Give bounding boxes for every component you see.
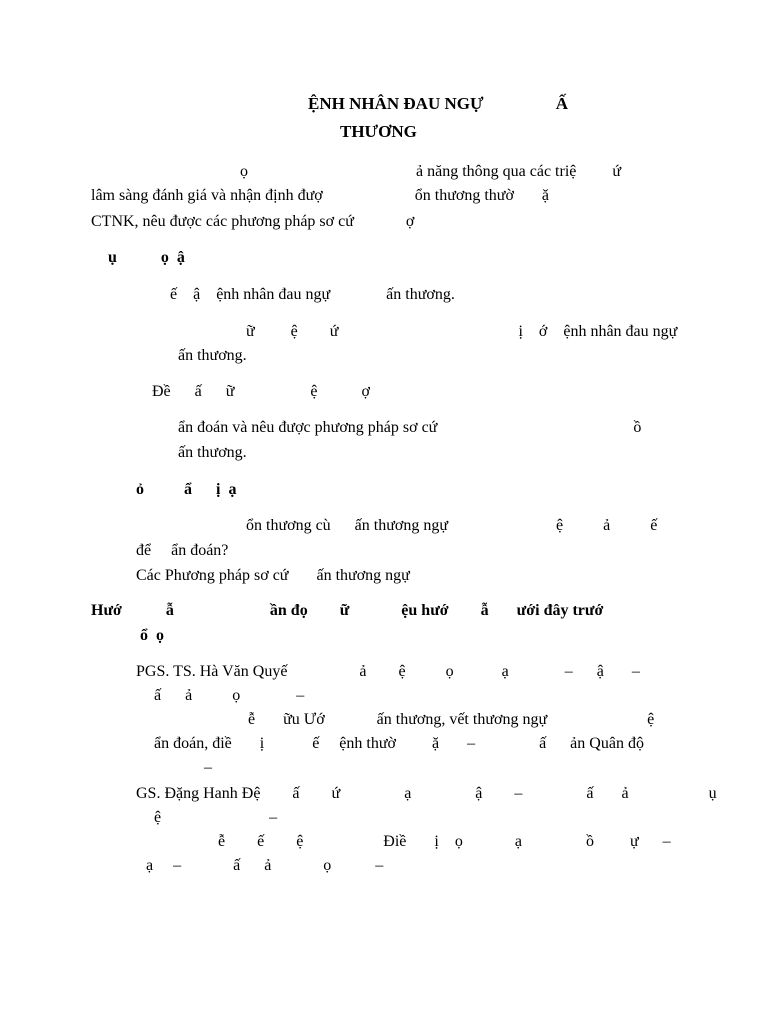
intro-line-3: CTNK, nêu được các phương pháp sơ cứ ợ: [91, 213, 415, 230]
question-1-line-1: ổn thương cù ấn thương ngự ệ ả ế: [246, 517, 658, 534]
objective-item-1: ế ậ ệnh nhân đau ngự ấn thương.: [170, 286, 455, 303]
reference-2-line-2: ệ –: [154, 809, 278, 826]
document-title-line-1: ỆNH NHÂN ĐAU NGỰ Ấ: [308, 94, 569, 113]
objective-item-4-line-1: ẩn đoán và nêu được phương pháp sơ cứ ồ: [178, 419, 642, 436]
reading-guide-heading-line-2: ổ ọ: [140, 627, 164, 644]
questions-heading: ỏ ẩ ị ạ: [136, 481, 237, 498]
reference-1-line-1: PGS. TS. Hà Văn Quyế ả ệ ọ ạ – ậ –: [136, 663, 640, 680]
objective-item-4-line-2: ấn thương.: [178, 444, 247, 461]
document-title-line-2: THƯƠNG: [340, 122, 417, 141]
reference-1-line-2: ấ ả ọ –: [154, 687, 305, 704]
reference-1-line-5: –: [204, 759, 212, 776]
reference-1-line-4: ẩn đoán, điề ị ế ệnh thườ ặ – ấ ản Quân độ: [154, 735, 644, 752]
reference-2-line-3: ễ ế ệ Điề ị ọ ạ ồ ự –: [218, 833, 671, 850]
reference-2-line-1: GS. Đặng Hanh Đệ ấ ứ ạ ậ – ấ ả ụ: [136, 785, 717, 802]
question-2: Các Phương pháp sơ cứ ấn thương ngự: [136, 567, 410, 584]
question-1-line-2: để ẩn đoán?: [136, 542, 229, 559]
reading-guide-heading-line-1: Hướ ẫ ần đọ ữ ệu hướ ẫ ưới đây trướ: [91, 602, 604, 619]
intro-line-1: ọ ả năng thông qua các triệ ứ: [240, 163, 622, 180]
reference-2-line-4: ạ – ấ ả ọ –: [146, 857, 384, 874]
objective-item-2-line-2: ấn thương.: [178, 347, 247, 364]
reference-1-line-3: ễ ữu Ướ ấn thương, vết thương ngự ệ: [248, 711, 655, 728]
objective-item-3: Đề ấ ữ ệ ợ: [152, 383, 370, 400]
objectives-heading: ụ ọ ậ: [108, 249, 185, 266]
objective-item-2-line-1: ữ ệ ứ ị ớ ệnh nhân đau ngự: [246, 323, 678, 340]
intro-line-2: lâm sàng đánh giá và nhận định đượ ổn thương thườ ặ: [91, 187, 550, 204]
